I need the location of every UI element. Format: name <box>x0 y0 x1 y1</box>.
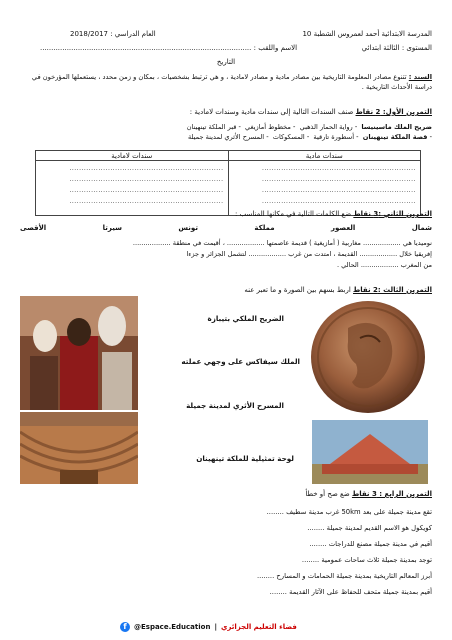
answer-line: ................................................................ <box>261 176 416 183</box>
match-label-syphax-coin: الملك سيفاكس على وجهي عملته <box>181 357 300 366</box>
paragraph-line: نوميديا هي .................. مغاربية ( أمازيغية ) قديمة عاصمتها .................. ، أقيمت في منطقة .................. <box>132 239 432 247</box>
exercise1-heading <box>190 108 432 117</box>
exercise3-instruction: اربط بسهم بين الصورة و ما تعبر عنه <box>244 286 351 294</box>
exercise2-heading <box>235 210 432 219</box>
word-bank <box>20 224 432 232</box>
answer-line: ................................................................ <box>69 176 224 183</box>
list-item: أسطورة تارقية <box>313 133 355 141</box>
exercise4-instruction: ضع صح أو خطأ <box>305 490 350 498</box>
mausoleum-photo <box>312 420 428 484</box>
word-item: تونس <box>178 224 198 232</box>
exercise2-instruction: ضع الكلمات التالية في مكانها المناسب : <box>235 210 352 218</box>
theater-image <box>20 412 138 484</box>
coin-image <box>308 298 428 416</box>
exercise4-title: التمرين الرابع : 3 نقاط <box>351 490 432 498</box>
footer <box>120 622 297 632</box>
facebook-icon: f <box>120 622 130 632</box>
word-item: سيرتا <box>102 224 122 232</box>
list-item: رواية الحمار الذهبي <box>299 123 353 131</box>
statement: أقيم بمدينة جميلة متحف للحفاظ على الآثار القديمة ........ <box>269 588 432 596</box>
intro-label: السند : <box>408 73 432 81</box>
painting-image <box>20 296 138 410</box>
exercise3-title: التمرين الثالث :2 نقاط <box>353 286 432 294</box>
school-name: المدرسة الابتدائية أحمد لعمروس الشطبة 10 <box>302 30 432 38</box>
match-label-tinhinan: لوحة تمثيلية للملكة تينهينان <box>196 454 294 463</box>
answer-line: ................................................................ <box>261 187 416 194</box>
answer-line: ................................................................ <box>69 165 224 172</box>
sources-table <box>35 150 421 216</box>
exercise1-title: التمرين الأول: 2 نقاط <box>355 108 432 116</box>
col-immaterial: سندات لامادية <box>36 151 229 161</box>
word-item: العصور <box>331 224 356 232</box>
theater-photo <box>20 412 138 484</box>
statement: أبرز المعالم التاريخية بمدينة جميلة الحمامات و المسارح ........ <box>256 572 432 580</box>
intro-text <box>20 72 432 92</box>
col-material: سندات مادية <box>228 151 421 161</box>
subject-title: التاريخ <box>216 58 236 66</box>
exercise4-heading <box>305 490 432 499</box>
coin-photo <box>308 298 428 416</box>
mausoleum-image <box>312 420 428 484</box>
word-item: شمال <box>411 224 432 232</box>
list-item: المسكوكات <box>272 133 305 141</box>
queen-painting-photo <box>20 296 138 410</box>
word-item: الأقصى <box>20 224 47 232</box>
paragraph-line: إفريقيا خلال .................. القديمة ، امتدت من غرب .................. لتشمل الجزائر و جزءا <box>186 250 432 258</box>
statement: توجد بمدينة جميلة ثلاث ساحات عمومية ........ <box>301 556 432 564</box>
fill-paragraph <box>20 238 432 271</box>
name-field: الاسم واللقب : ............................................................................................... <box>40 44 298 52</box>
match-label-mausoleum: الضريح الملكي بتيبازة <box>207 314 284 323</box>
list-item: ضريح الملك ماسينيسا <box>361 123 432 131</box>
material-answer-cell[interactable] <box>228 161 421 216</box>
list-item: قبر الملكة تينهينان <box>186 123 237 131</box>
statement: أقيم في مدينة جميلة مصنع للدراجات ........ <box>309 540 432 548</box>
list-item: المسرح الأثري لمدينة جميلة <box>187 133 265 141</box>
list-item: قصة الملكة تينهينان <box>362 133 428 141</box>
exercise1-instruction: صنف السندات التالية إلى سندات مادية وسندات لامادية : <box>189 108 354 116</box>
school-year: العام الدراسي : 2018/2017 <box>70 30 156 38</box>
word-item: مملكة <box>254 224 275 232</box>
exercise3-heading <box>244 286 432 295</box>
footer-handle: @Espace.Education <box>134 623 211 631</box>
immaterial-answer-cell[interactable] <box>36 161 229 216</box>
footer-brand: فضاء التعليم الجزائري <box>221 623 297 631</box>
statement: تقع مدينة جميلة على بعد 50km غرب مدينة سطيف ........ <box>266 508 432 516</box>
answer-line: ................................................................ <box>261 198 416 205</box>
list-item: مخطوط أمازيغي <box>245 123 291 131</box>
exercise2-title: التمرين الثاني :3 نقاط <box>353 210 432 218</box>
intro-body: تتنوع مصادر المعلومة التاريخية بين مصادر مادية و مصادر لامادية ، و هي ترتبط بشخصيات ، بمكان و زمن محدد ، يستعملها المؤرخون في دراسة الأحداث التاريخية . <box>31 73 432 91</box>
level: المستوى : الثالثة ابتدائي <box>361 44 432 52</box>
exercise1-items: ضريح الملك ماسينيسا - رواية الحمار الذهبي - مخطوط أمازيغي - قبر الملكة تينهينان - قصة الملكة تينهينان - أسطورة تارقية - المسكوكات - المسرح الأثري لمدينة جميلة <box>186 123 432 141</box>
answer-line: ................................................................ <box>261 165 416 172</box>
footer-separator: | <box>214 623 217 631</box>
match-label-theater: المسرح الأثري لمدينة جميلة <box>186 401 284 410</box>
answer-line: ................................................................ <box>69 198 224 205</box>
statement: كويكول هو الاسم القديم لمدينة جميلة ........ <box>307 524 432 532</box>
paragraph-line: من المغرب .................. الحالي . <box>336 261 432 269</box>
answer-line: ................................................................ <box>69 187 224 194</box>
